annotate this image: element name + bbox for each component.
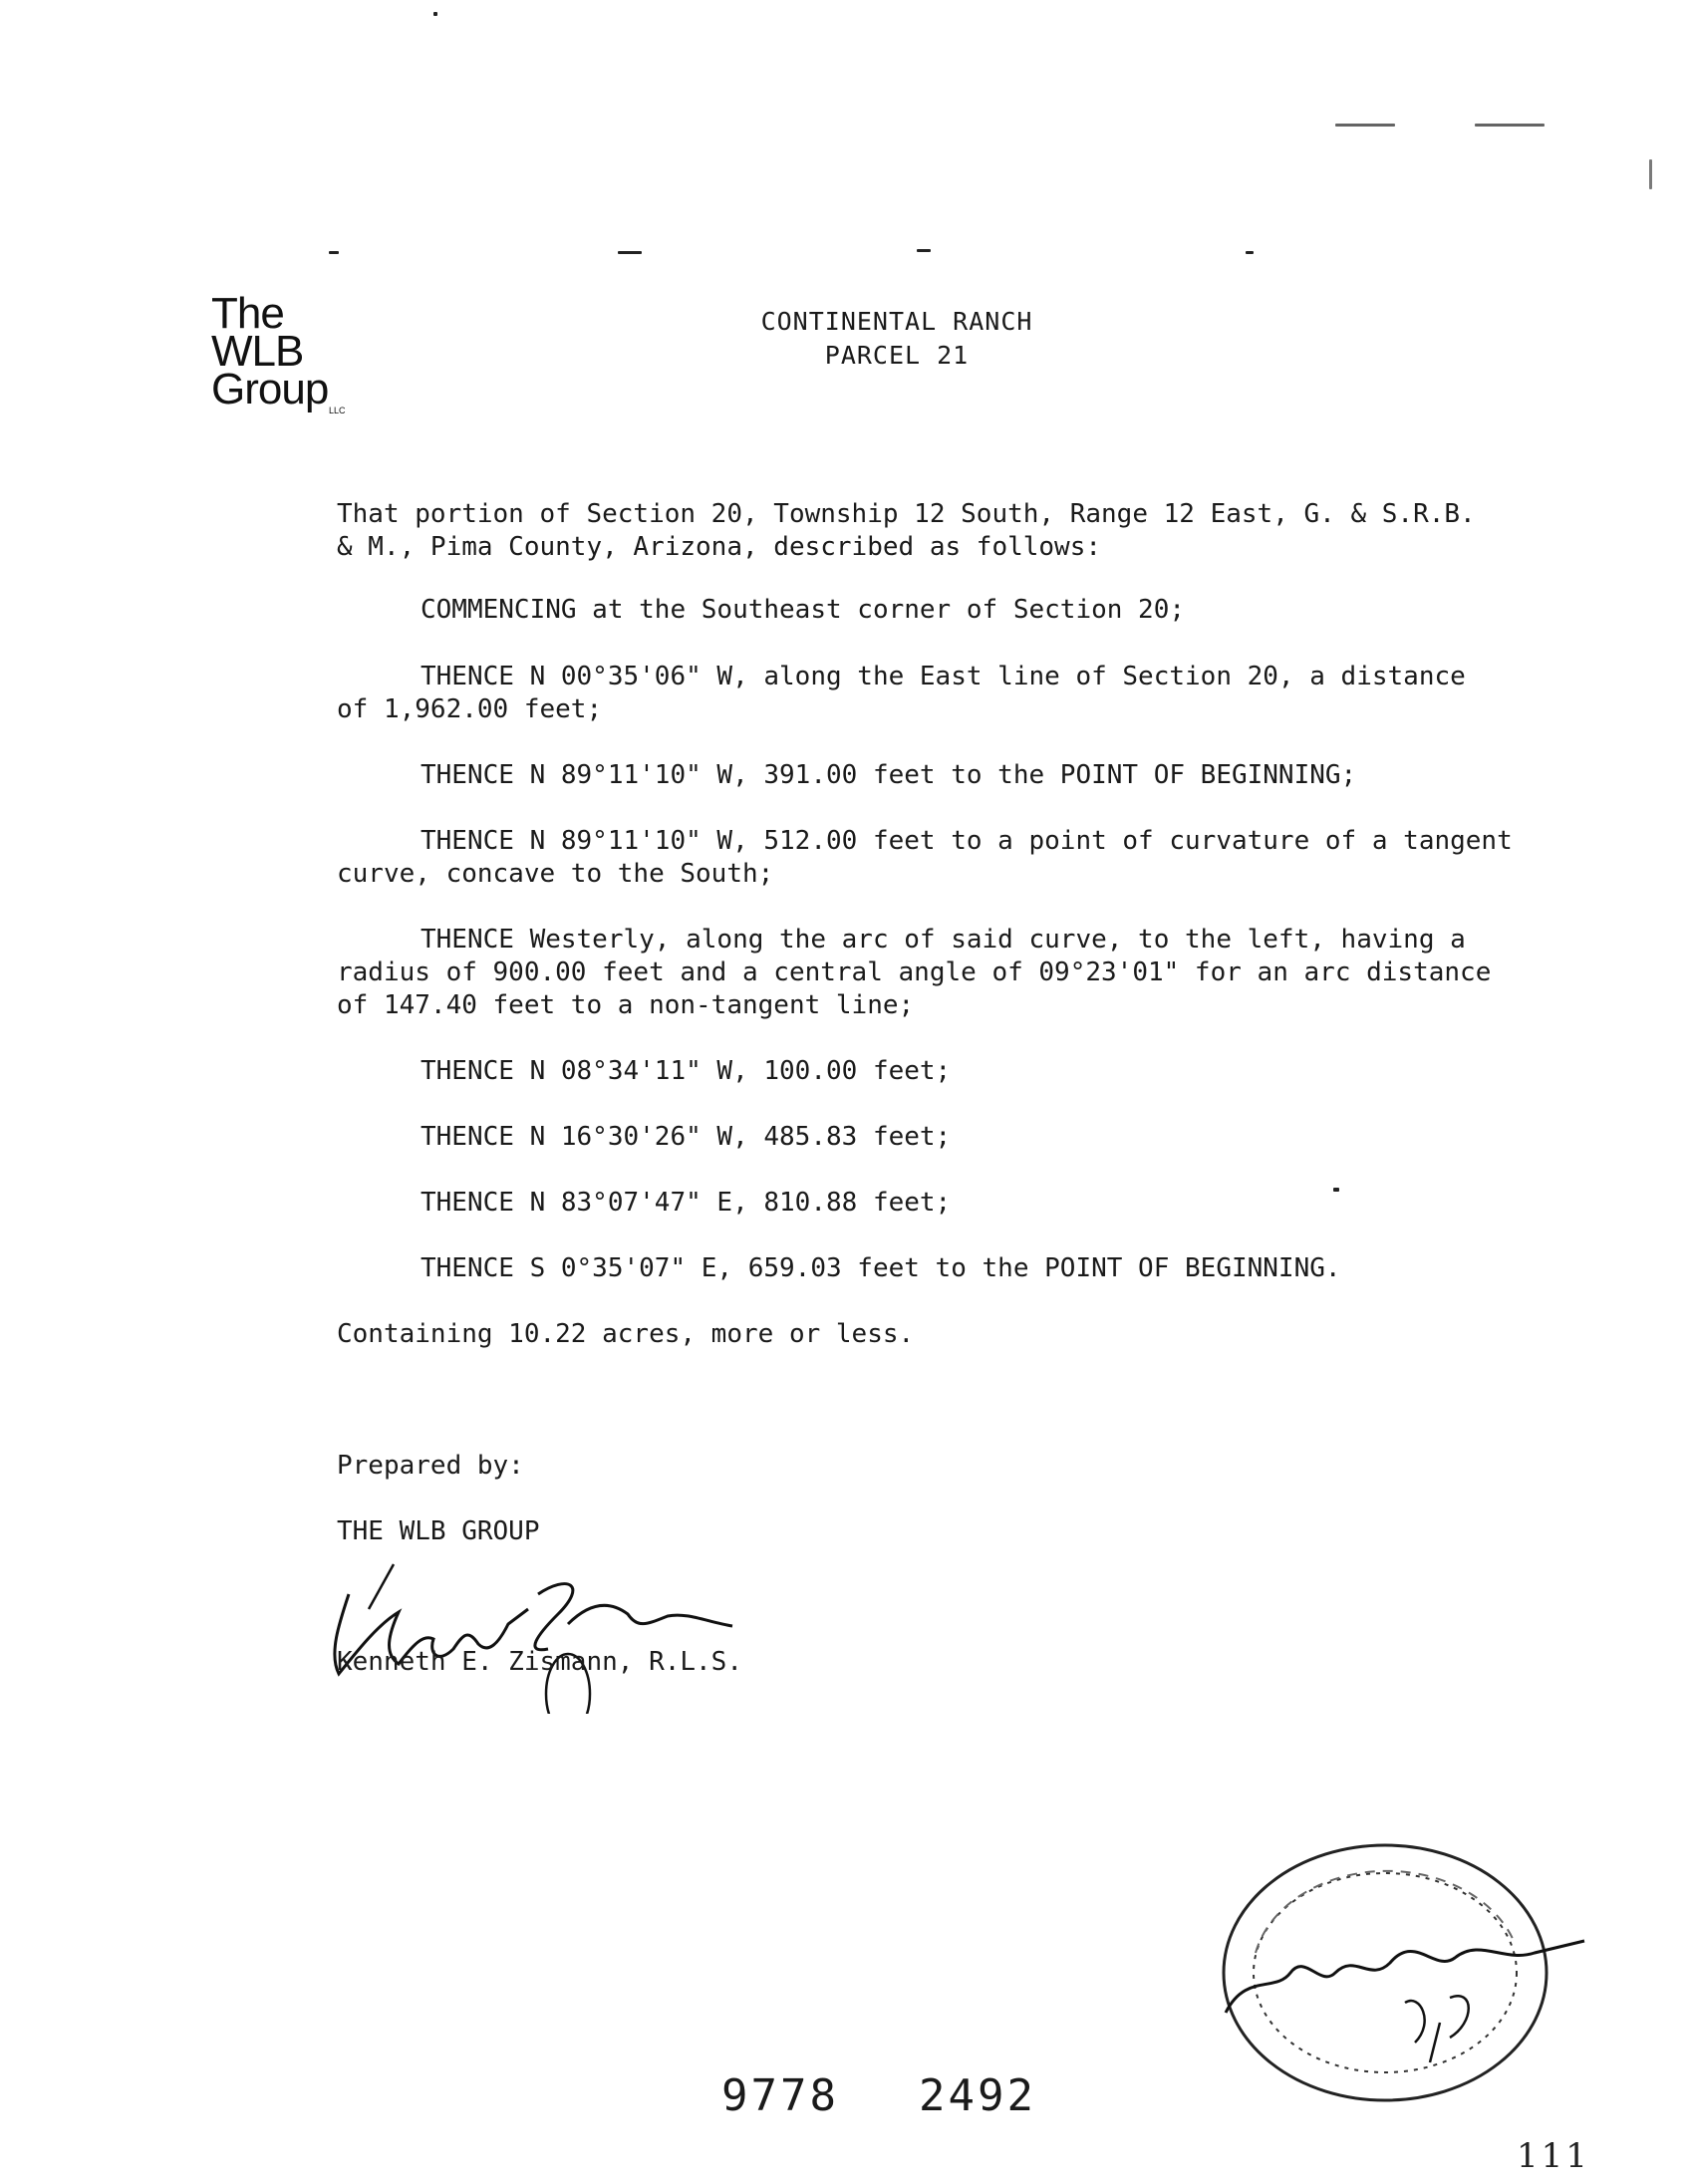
title-line-1: CONTINENTAL RANCH <box>760 307 1033 336</box>
acreage-paragraph: Containing 10.22 acres, more or less. <box>337 1319 915 1349</box>
course-paragraph-2: THENCE N 89°11'10" W, 391.00 feet to the POINT OF BEGINNING; <box>421 760 1357 790</box>
course-paragraph-1: THENCE N 00°35'06" W, along the East line of Section 20, a distance of 1,962.00 feet; <box>337 662 1466 724</box>
intro-paragraph: That portion of Section 20, Township 12 South, Range 12 East, G. & S.R.B. & M., Pima County, Arizona, described as follows: <box>337 499 1476 562</box>
scan-speck <box>917 249 931 252</box>
course-paragraph-6: THENCE N 16°30'26" W, 485.83 feet; <box>421 1122 952 1152</box>
document-number-left: 9778 <box>721 2070 839 2121</box>
title-line-2: PARCEL 21 <box>824 341 970 370</box>
surveyor-seal-icon <box>1196 1823 1594 2112</box>
scan-speck <box>1246 251 1254 254</box>
commencing-paragraph: COMMENCING at the Southeast corner of Section 20; <box>421 595 1186 625</box>
scan-speck <box>1335 124 1395 127</box>
course-paragraph-8: THENCE S 0°35'07" E, 659.03 feet to the POINT OF BEGINNING. <box>421 1253 1341 1283</box>
handwritten-page-mark: 111 <box>1517 2136 1590 2176</box>
logo-line-3: Group <box>211 365 329 413</box>
logo-line-1: The <box>211 289 284 338</box>
course-paragraph-4: THENCE Westerly, along the arc of said curve, to the left, having a radius of 900.00 feet and a central angle of 09°23'01" for an arc distance of 147.40 feet to a non-tangent line; <box>337 925 1492 1020</box>
scan-speck <box>433 12 437 16</box>
scan-speck <box>1475 124 1545 127</box>
scan-speck <box>329 251 339 254</box>
preparer-company: THE WLB GROUP <box>337 1516 540 1546</box>
course-paragraph-7: THENCE N 83°07'47" E, 810.88 feet; <box>421 1188 952 1218</box>
document-title <box>638 305 1156 373</box>
prepared-by-label: Prepared by: <box>337 1451 524 1481</box>
logo-suffix: LLC <box>329 406 346 415</box>
logo-line-2: WLB <box>211 327 304 376</box>
company-logo <box>211 289 381 415</box>
handwritten-signature <box>329 1554 747 1714</box>
document-number-right: 2492 <box>919 2070 1036 2121</box>
scan-speck <box>1649 159 1652 189</box>
course-paragraph-3: THENCE N 89°11'10" W, 512.00 feet to a point of curvature of a tangent curve, concave to the South; <box>337 826 1513 889</box>
preparer-name: Kenneth E. Zismann, R.L.S. <box>337 1647 742 1677</box>
course-paragraph-5: THENCE N 08°34'11" W, 100.00 feet; <box>421 1056 952 1086</box>
scan-speck <box>618 251 642 254</box>
